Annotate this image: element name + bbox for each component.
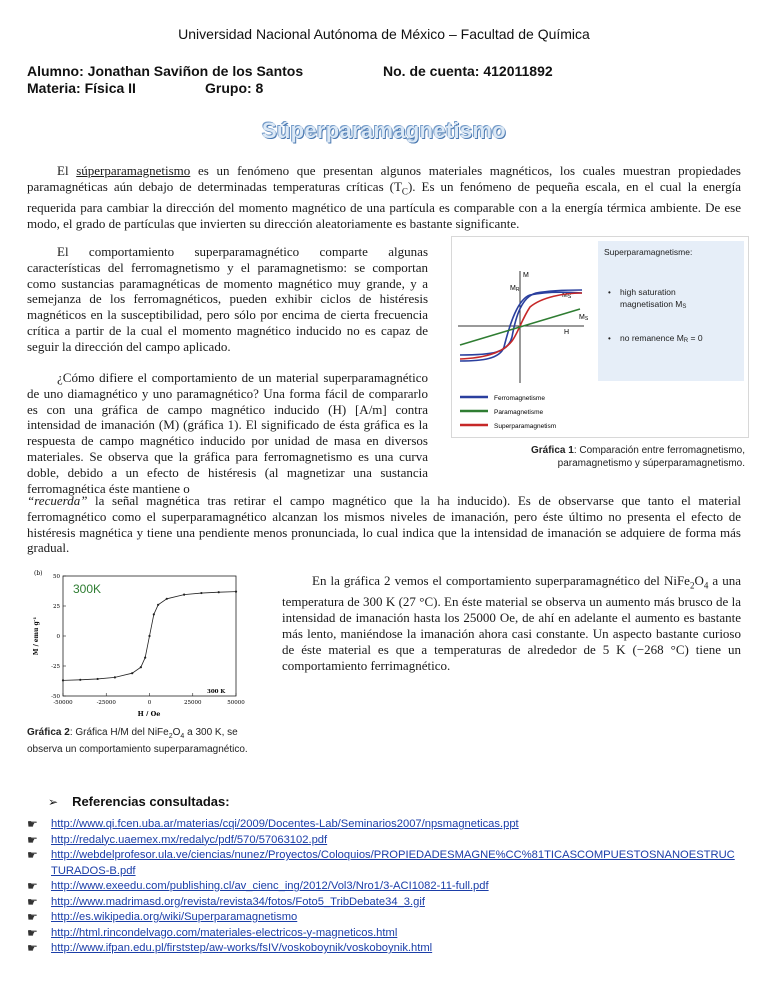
data-point	[131, 672, 133, 674]
data-point	[183, 594, 185, 596]
figure-2-caption: Gráfica 2: Gráfica H/M del $NiFe_2O_4$ a 300 K, se observa un comportamiento superparamagnético.	[27, 727, 248, 755]
nife2o4-magnetization-chart	[27, 566, 252, 716]
temperature-label: 300K	[73, 582, 102, 596]
pointing-hand-icon: ☛	[27, 879, 38, 893]
term-superparamagnetismo: súperparamagnetismo	[76, 163, 191, 178]
group-number: Grupo: 8	[205, 80, 264, 96]
paragraph-graph-explanation-cont: “recuerda” la señal magnética tras retirar el campo magnético que la ha inducido). Es de observarse que tanto el material ferromagnético como el superparamagnético alcanzan los mismos niveles de imanación, pero éste último no presenta el efecto de histéresis magnética y tiene una pendiente menos pronunciada, lo cual indica que la intensidad de imanación se adquiere de forma más gradual.	[27, 493, 741, 556]
bullet-2: •	[608, 334, 611, 343]
reference-item	[27, 848, 741, 879]
legend-ferro: Ferromagnetisme	[494, 395, 545, 402]
reference-item	[27, 833, 741, 849]
axis-h-label: H	[564, 329, 570, 336]
reference-item	[27, 895, 741, 911]
student-name: Alumno: Jonathan Saviñon de los Santos	[27, 63, 304, 79]
data-point	[114, 676, 116, 678]
reference-link[interactable]: http://www.ifpan.edu.pl/firststep/aw-works/fsIV/voskoboynik/voskoboynik.html	[51, 942, 433, 954]
x-tick-label: 25000	[184, 700, 202, 706]
figure-2-image	[27, 566, 252, 716]
pointing-hand-icon: ☛	[27, 817, 38, 831]
superparamagnetism-panel	[598, 241, 744, 381]
x-tick-label: -50000	[53, 700, 73, 706]
arrow-bullet-icon: ➢	[48, 794, 59, 809]
data-point	[144, 657, 146, 659]
figure-1-image	[451, 236, 749, 438]
data-point	[200, 592, 202, 594]
paragraph-graph-explanation: ¿Cómo difiere el comportamiento de un material superparamagnético de uno diamagnético y uno paramagnético? Una forma fácil de compararlo es con una gráfica de campo magnético inducido (H) [A/m] contra intensidad de imanación (M) (gráfica 1). El significado de ésta gráfica es la respuesta de campo magnético inducido por unidad de masa en diversos materiales. Se observa que la gráfica para ferromagnetismo es una curva doble, debido a un efecto de histéresis (al magnetizar una sustancia ferromagnética éste mantiene o	[27, 370, 428, 496]
data-point	[148, 635, 150, 637]
data-point	[218, 591, 220, 593]
y-axis-label: M / emu $g^{-1}$	[32, 616, 40, 656]
pointing-hand-icon: ☛	[27, 925, 38, 940]
data-point	[166, 598, 168, 600]
x-axis-label: H / Oe	[137, 710, 161, 716]
reference-item	[27, 817, 741, 833]
data-point	[62, 679, 64, 681]
pointing-hand-icon: ☛	[27, 941, 38, 955]
reference-item	[27, 941, 741, 957]
data-point	[140, 666, 142, 668]
panel-tag: (b)	[34, 570, 43, 577]
axis-m-label: M	[523, 272, 529, 279]
y-tick-label: 0	[56, 634, 60, 640]
pointing-hand-icon: ☛	[27, 848, 38, 862]
pointing-hand-icon: ☛	[27, 910, 38, 924]
data-point	[79, 679, 81, 681]
bullet-1-line-2: magnetisation MS	[620, 299, 687, 310]
university-header: Universidad Nacional Autónoma de México – Facultad de Química	[178, 26, 590, 42]
legend-super: Superparamagnetism	[494, 423, 557, 430]
reference-link[interactable]: http://redalyc.uaemex.mx/redalyc/pdf/570/57063102.pdf	[51, 833, 328, 846]
legend-para: Paramagnetisme	[494, 409, 544, 416]
reference-link[interactable]: http://www.exeedu.com/publishing.cl/av_cienc_ing/2012/Vol3/Nro1/3-ACI1082-11-full.pdf	[51, 880, 489, 892]
reference-link[interactable]: http://es.wikipedia.org/wiki/Superparamagnetismo	[51, 911, 298, 923]
reference-item	[27, 879, 741, 895]
references-heading: ➢ Referencias consultadas:	[48, 794, 230, 809]
data-point	[235, 591, 237, 593]
pointing-hand-icon: ☛	[27, 894, 38, 909]
data-point	[153, 613, 155, 615]
y-tick-label: -25	[51, 664, 60, 670]
subject-name: Materia: Física II	[27, 80, 136, 96]
reference-item	[27, 926, 741, 942]
y-tick-label: -50	[51, 694, 60, 700]
x-tick-label: 0	[147, 700, 152, 706]
panel-title: Superparamagnetisme:	[604, 247, 693, 257]
paragraph-intro: El súperparamagnetismo es un fenómeno que presentan algunos materiales magnéticos, los cuales muestran propiedades paramagnéticas aún debajo de determinadas temperaturas críticas $(T_C)$. Es un fenómeno de pequeña escala, en el cual la energía requerida para cambiar la dirección del momento magnético de una partícula es comparable con a la energía térmica ambiente. De ese modo, el grado de partículas que invierten su dirección aleatoriamente es bastante significante.	[27, 163, 741, 231]
reference-link[interactable]: http://html.rincondelvago.com/materiales-electricos-y-magneticos.html	[51, 926, 398, 939]
bullet-2-text: no remanence MR = 0	[620, 333, 703, 344]
reference-link[interactable]: http://webdelprofesor.ula.ve/ciencias/nunez/Proyectos/Coloquios/PROPIEDADESMAGNE%CC%81TICASCOMPUESTOSNANOESTRUCTURADOS-B.pdf	[51, 849, 735, 877]
paragraph-nife2o4: En la gráfica 2 vemos el comportamiento superparamagnético del $NiFe_2O_4$ a una temperatura de 300 K (27 °C). En éste material se observa un aumento más brusco de la intensidad de imanación hasta los 25000 Oe, de ahí en adelante el aumento es bastante más lento, maniéndose la imanación ahora casi constante. Un aspecto bastante curioso de éste material es que a temperaturas de alrededor de 5 K (−268 °C) tiene un comportamiento ferrimagnético.	[282, 573, 741, 673]
inner-temperature-label: 300 K	[207, 689, 226, 695]
mr-label: MR	[510, 285, 520, 293]
document-title: Súperparamagnetismo	[261, 118, 507, 143]
y-tick-label: 50	[53, 574, 60, 580]
bullet-1-line-1: high saturation	[620, 287, 676, 297]
bullet-1: •	[608, 288, 611, 297]
ms-label: MS	[562, 292, 572, 300]
x-tick-label: 50000	[227, 700, 245, 706]
magnetization-comparison-diagram	[452, 237, 748, 437]
figure-1-caption: Gráfica 1: Comparación entre ferromagnetismo, paramagnetismo y súperparamagnetismo.	[531, 445, 745, 469]
reference-item	[27, 910, 741, 926]
ms-label-right: MS	[579, 314, 589, 322]
reference-link[interactable]: http://www.madrimasd.org/revista/revista34/fotos/Foto5_TribDebate34_3.gif	[51, 895, 425, 908]
data-point	[97, 678, 99, 680]
x-tick-label: -25000	[96, 700, 116, 706]
reference-link[interactable]: http://www.qi.fcen.uba.ar/materias/cqi/2009/Docentes-Lab/Seminarios2007/npsmagneticas.ppt	[51, 818, 519, 830]
data-point	[157, 604, 159, 606]
y-tick-label: 25	[53, 604, 60, 610]
pointing-hand-icon: ☛	[27, 832, 38, 847]
account-number: No. de cuenta: 412011892	[383, 63, 553, 79]
paragraph-comparison: El comportamiento superparamagnético comparte algunas características del ferromagnetismo y el paramagnetismo: se comportan como sustancias paramagnéticas de momento magnético muy grande, y a semejanza de los ferromagnéticos, pueden exhibir ciclos de histéresis magnéticos en la susceptibilidad, pero sólo por encima de cierta frecuencia crítica a partir de la cual el momento magnético inducido no es capaz de seguir la dirección del campo aplicado.	[27, 244, 428, 354]
references-list	[27, 817, 741, 957]
